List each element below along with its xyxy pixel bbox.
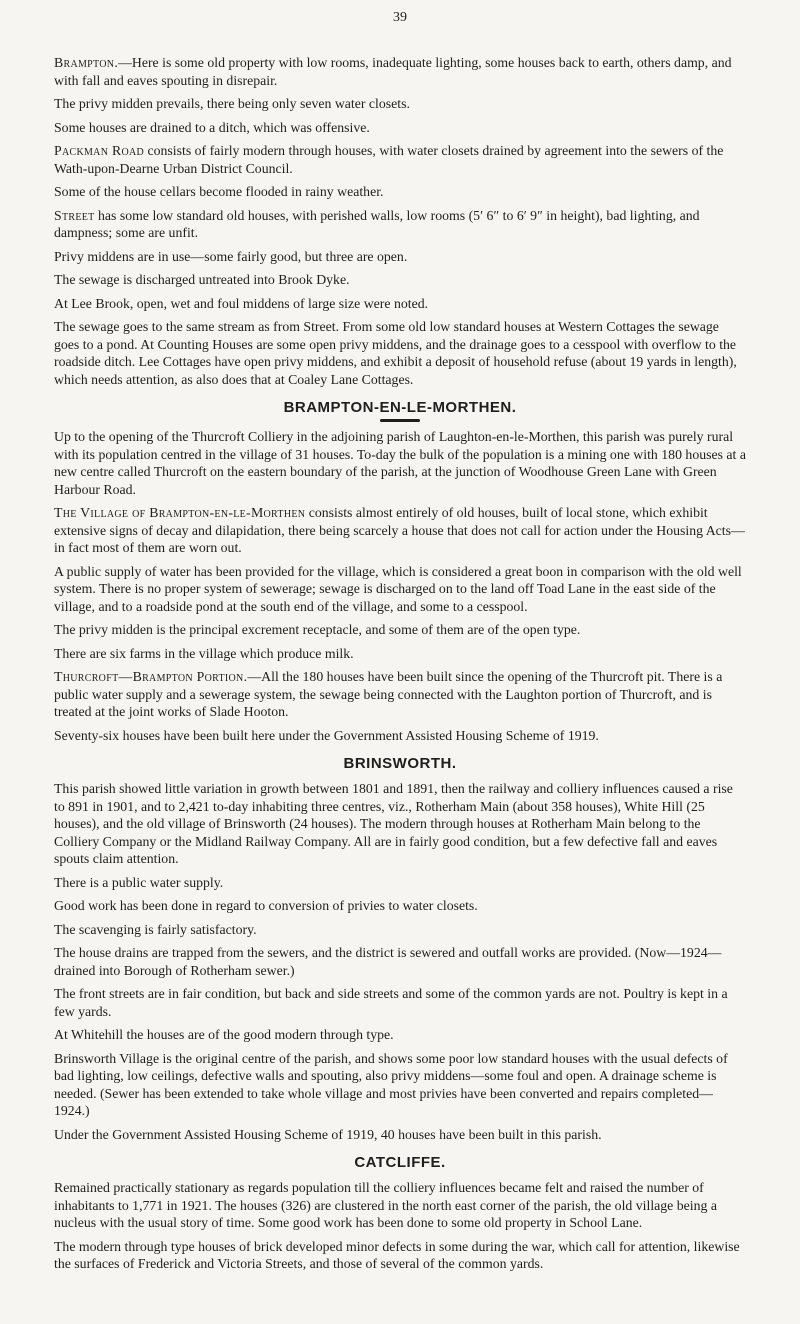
paragraph: [54, 183, 746, 201]
paragraph-lead: The Village of Brampton-en-le-Morthen: [54, 505, 306, 520]
paragraph-text: At Lee Brook, open, wet and foul middens of large size were noted.: [54, 295, 429, 311]
paragraph: [54, 1238, 746, 1273]
paragraph-text: A public supply of water has been provided for the village, which is considered a great boon in comparison with the old well system. There is no proper system of sewerage; sewage is discharged on to the land off Toad Lane in the east side of the village, and to a roadside pond at the south end of the village, and some to a cesspool.: [54, 563, 742, 614]
paragraph-text: The privy midden is the principal excrement receptacle, and some of them are of the open type.: [54, 622, 581, 637]
paragraph: [54, 621, 746, 639]
paragraph-text: The scavenging is fairly satisfactory.: [54, 921, 257, 937]
section-heading: BRINSWORTH.: [343, 755, 457, 772]
paragraph-text: The sewage goes to the same stream as from Street. From some old low standard houses at Western Cottages the sewage goes to a pond. At Counting Houses are some open privy middens, and the drainage goes to a cesspool with overflow to the roadside ditch. Lee Cottages have open privy middens, and exhibit a deposit of household refuse (about 19 yards in length), which needs attention, as also does that at Coaley Lane Cottages.: [54, 319, 737, 387]
paragraph: [54, 645, 746, 663]
paragraph: [54, 504, 746, 557]
section: [54, 755, 746, 1143]
paragraph: [54, 727, 746, 745]
paragraph-text: The sewage is discharged untreated into Brook Dyke.: [54, 272, 350, 287]
paragraph: [54, 207, 746, 242]
paragraph: [54, 985, 746, 1020]
paragraph: [54, 428, 746, 498]
paragraph-lead: Thurcroft—Brampton Portion.: [54, 669, 248, 684]
paragraph: [54, 780, 746, 868]
document-body: [54, 54, 746, 1273]
paragraph-text: Privy middens are in use—some fairly good, but three are open.: [54, 248, 408, 264]
paragraph: [54, 295, 746, 313]
paragraph-text: There is a public water supply.: [54, 874, 224, 890]
paragraph: [54, 119, 746, 137]
paragraph-text: Remained practically stationary as regards population till the colliery influences became felt and raised the number of inhabitants to 1,771 in 1921. The houses (326) are clustered in the north east corner of the parish, the old village being a nucleus with the usual story of time. Some good work has been done to some old property in School Lane.: [54, 1180, 717, 1230]
paragraph: [54, 271, 746, 289]
section-heading: CATCLIFFE.: [354, 1154, 446, 1171]
paragraph: [54, 142, 746, 177]
paragraph: [54, 248, 746, 266]
paragraph: [54, 318, 746, 388]
paragraph-text: Brinsworth Village is the original centre of the parish, and shows some poor low standard houses with the usual defects of bad lighting, low ceilings, defective walls and spouting, also privy middens—some foul and open. A drainage scheme is needed. (Sewer has been extended to take whole village and most privies have been converted and repairs completed—1924.): [54, 1050, 728, 1118]
paragraph: [54, 944, 746, 979]
paragraph: [54, 1050, 746, 1120]
section-heading: BRAMPTON-EN-LE-MORTHEN.: [283, 399, 517, 416]
paragraph: [54, 874, 746, 892]
paragraph-text: has some low standard old houses, with perished walls, low rooms (5′ 6″ to 6′ 9″ in height), bad lighting, and dampness; some are unfit.: [54, 207, 700, 240]
paragraph-text: The privy midden prevails, there being only seven water closets.: [54, 96, 410, 111]
paragraph-text: —Here is some old property with low rooms, inadequate lighting, some houses back to earth, others damp, and with fall and eaves spouting in disrepair.: [54, 55, 732, 88]
paragraph-text: Good work has been done in regard to conversion of privies to water closets.: [54, 898, 478, 913]
paragraph-text: Some houses are drained to a ditch, which was offensive.: [54, 119, 370, 135]
paragraph-text: Some of the house cellars become flooded in rainy weather.: [54, 184, 384, 199]
paragraph: [54, 921, 746, 939]
section: [54, 1154, 746, 1273]
paragraph: [54, 668, 746, 721]
paragraph-text: The front streets are in fair condition, but back and side streets and some of the common yards are not. Poultry is kept in a few yards.: [54, 986, 728, 1019]
paragraph-text: consists almost entirely of old houses, built of local stone, which exhibit extensive signs of decay and dilapidation, there being scarcely a house that does not call for action under the Housing Acts—in fact most of them are worn out.: [54, 505, 745, 555]
paragraph-text: consists of fairly modern through houses, with water closets drained by agreement into the sewers of the Wath-upon-Dearne Urban District Council.: [54, 143, 724, 176]
paragraph-text: At Whitehill the houses are of the good modern through type.: [54, 1027, 394, 1042]
paragraph: [54, 1179, 746, 1232]
section: [54, 54, 746, 388]
heading-underline: [380, 419, 420, 422]
paragraph-text: The house drains are trapped from the sewers, and the district is sewered and outfall works are provided. (Now—1924—drained into Borough of Rotherham sewer.): [54, 945, 722, 978]
paragraph-text: This parish showed little variation in growth between 1801 and 1891, then the railway and colliery influences caused a rise to 891 in 1901, and to 2,421 to-day inhabiting three centres, viz., Rotherham Main (about 358 houses), White Hill (25 houses), and the old village of Brinsworth (24 houses). The modern through houses at Rotherham Main belong to the Colliery Company or the Midland Railway Company. All are in fairly good condition, but a few defective fall and eaves spouts claim attention.: [54, 781, 733, 866]
paragraph-text: Seventy-six houses have been built here under the Government Assisted Housing Scheme of 1919.: [54, 727, 599, 743]
paragraph-text: —All the 180 houses have been built since the opening of the Thurcroft pit. There is a public water supply and a sewerage system, the sewage being connected with the Laughton portion of Thurcroft, and is treated at the joint works of Slade Hooton.: [54, 669, 723, 719]
paragraph: [54, 95, 746, 113]
paragraph-text: There are six farms in the village which produce milk.: [54, 645, 354, 661]
paragraph: [54, 54, 746, 89]
paragraph: [54, 1026, 746, 1044]
section: [54, 399, 746, 744]
paragraph-text: The modern through type houses of brick developed minor defects in some during the war, which call for attention, likewise the surfaces of Frederick and Victoria Streets, and those of several of the common yards.: [54, 1238, 740, 1271]
paragraph-text: Up to the opening of the Thurcroft Colliery in the adjoining parish of Laughton-en-le-Morthen, this parish was purely rural with its population centred in the village of 31 houses. To-day the bulk of the population is a mining one with 180 houses at a new centre called Thurcroft on the eastern boundary of the parish, at the junction of Woodhouse Green Lane with Green Harbour Road.: [54, 429, 746, 497]
paragraph-lead: Packman Road: [54, 143, 145, 158]
paragraph-text: Under the Government Assisted Housing Scheme of 1919, 40 houses have been built in this parish.: [54, 1126, 602, 1142]
paragraph: [54, 1126, 746, 1144]
paragraph: [54, 563, 746, 616]
paragraph-lead: Street: [54, 207, 95, 223]
paragraph-lead: Brampton.: [54, 55, 119, 70]
page-number: 39: [393, 10, 407, 25]
paragraph: [54, 897, 746, 915]
